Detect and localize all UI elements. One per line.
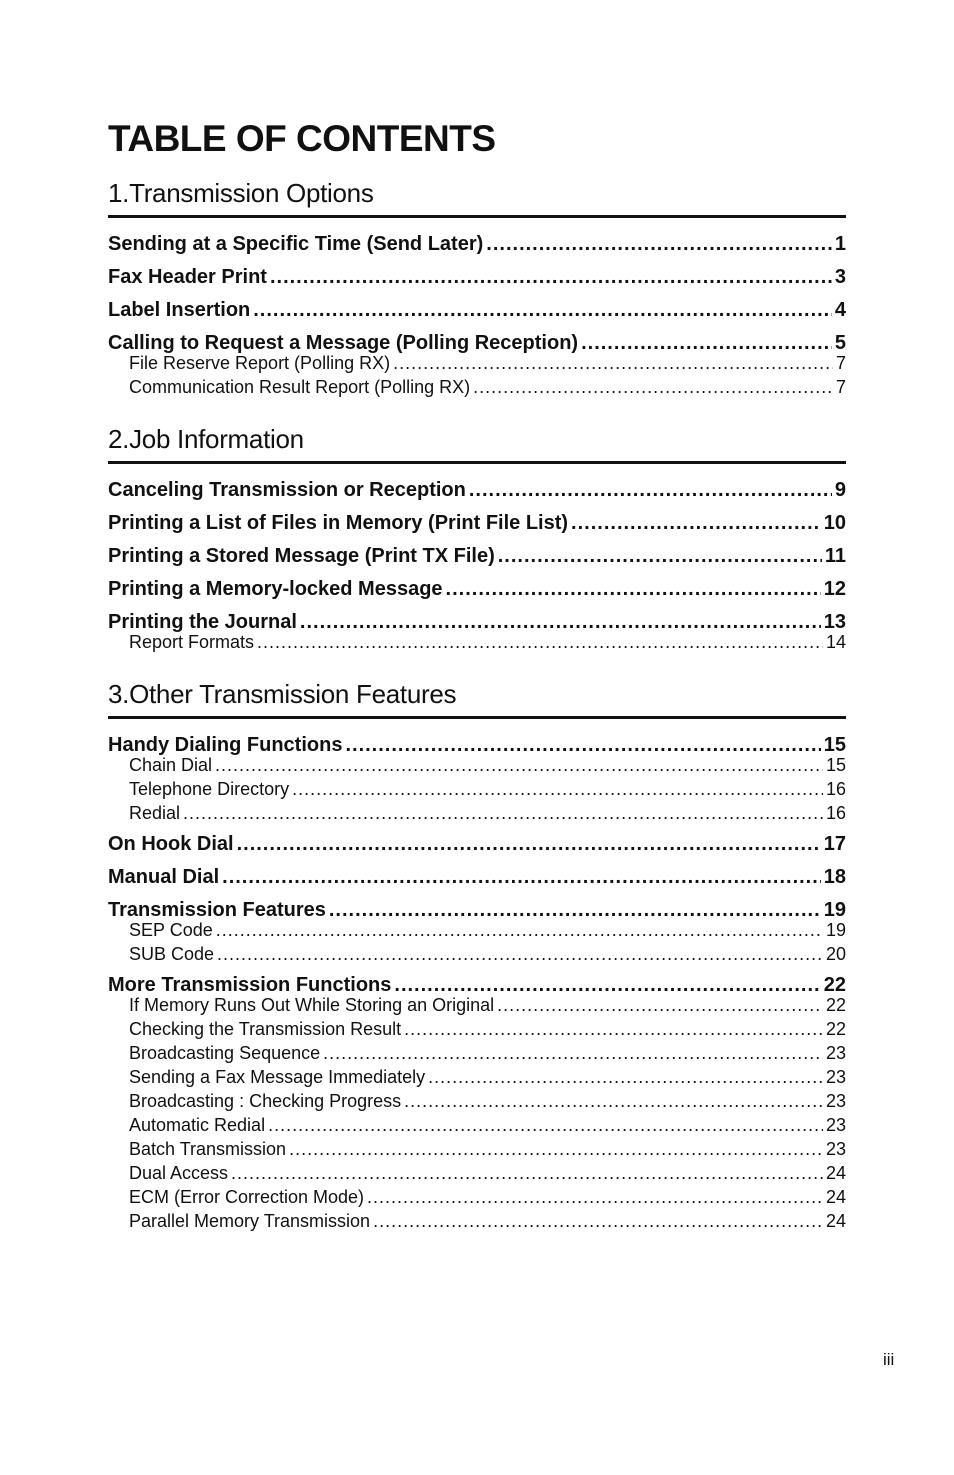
chapter-divider bbox=[108, 716, 846, 719]
chapter-job-information bbox=[108, 422, 846, 654]
entry-label: Broadcasting Sequence bbox=[129, 1043, 321, 1063]
entry-page-number: 24 bbox=[825, 1187, 846, 1207]
dot-leader bbox=[215, 753, 823, 777]
dot-leader bbox=[497, 993, 823, 1017]
dot-leader bbox=[270, 261, 832, 294]
dot-leader bbox=[367, 1185, 823, 1209]
entry-label: On Hook Dial bbox=[108, 833, 234, 855]
entry-label: Redial bbox=[129, 803, 181, 823]
toc-entry[interactable] bbox=[108, 228, 846, 261]
chapter-transmission-options bbox=[108, 176, 846, 399]
toc-entry[interactable] bbox=[108, 540, 846, 573]
entry-label: If Memory Runs Out While Storing an Original bbox=[129, 995, 495, 1015]
entry-label: Fax Header Print bbox=[108, 266, 267, 288]
entry-label: Telephone Directory bbox=[129, 779, 290, 799]
entry-label: SEP Code bbox=[129, 920, 213, 940]
entry-page-number: 13 bbox=[823, 611, 846, 633]
dot-leader bbox=[428, 1065, 823, 1089]
entry-page-number: 11 bbox=[824, 545, 846, 567]
toc-entry[interactable] bbox=[108, 573, 846, 606]
dot-leader bbox=[292, 777, 823, 801]
entry-page-number: 10 bbox=[823, 512, 846, 534]
entry-page-number: 7 bbox=[835, 377, 846, 397]
entry-label: Automatic Redial bbox=[129, 1115, 266, 1135]
dot-leader bbox=[571, 507, 821, 540]
toc-entry-list bbox=[108, 729, 846, 1233]
entry-label: Manual Dial bbox=[108, 866, 220, 888]
dot-leader bbox=[486, 228, 832, 261]
toc-subentry[interactable] bbox=[108, 1065, 846, 1089]
entry-page-number: 15 bbox=[825, 755, 846, 775]
entry-label: Transmission Features bbox=[108, 899, 326, 921]
toc-subentry[interactable] bbox=[108, 1137, 846, 1161]
entry-label: Chain Dial bbox=[129, 755, 213, 775]
entry-page-number: 20 bbox=[825, 944, 846, 964]
toc-subentry[interactable] bbox=[108, 351, 846, 375]
toc-subentry[interactable] bbox=[108, 1041, 846, 1065]
dot-leader bbox=[289, 1137, 823, 1161]
toc-subentry[interactable] bbox=[108, 1089, 846, 1113]
dot-leader bbox=[216, 918, 823, 942]
toc-subentry[interactable] bbox=[108, 1017, 846, 1041]
entry-label: Printing the Journal bbox=[108, 611, 297, 633]
toc-subentry[interactable] bbox=[108, 1113, 846, 1137]
entry-page-number: 4 bbox=[834, 299, 846, 321]
entry-page-number: 17 bbox=[823, 833, 846, 855]
entry-label: Printing a Memory-locked Message bbox=[108, 578, 443, 600]
entry-page-number: 7 bbox=[835, 353, 846, 373]
entry-label: File Reserve Report (Polling RX) bbox=[129, 353, 391, 373]
entry-label: Report Formats bbox=[129, 632, 255, 652]
dot-leader bbox=[222, 861, 821, 894]
dot-leader bbox=[231, 1161, 823, 1185]
toc-subentry[interactable] bbox=[108, 777, 846, 801]
entry-page-number: 3 bbox=[834, 266, 846, 288]
page-number: iii bbox=[883, 1350, 895, 1369]
chapter-heading: 2.Job Information bbox=[108, 424, 304, 454]
entry-label: Printing a List of Files in Memory (Print File List) bbox=[108, 512, 569, 534]
dot-leader bbox=[373, 1209, 823, 1233]
toc-entry[interactable] bbox=[108, 474, 846, 507]
entry-page-number: 22 bbox=[825, 1019, 846, 1039]
dot-leader bbox=[446, 573, 821, 606]
toc-subentry[interactable] bbox=[108, 1185, 846, 1209]
chapter-divider bbox=[108, 461, 846, 464]
entry-page-number: 14 bbox=[825, 632, 846, 652]
entry-page-number: 5 bbox=[834, 332, 846, 354]
entry-label: Sending at a Specific Time (Send Later) bbox=[108, 233, 484, 255]
entry-page-number: 1 bbox=[834, 233, 846, 255]
toc-subentry[interactable] bbox=[108, 1209, 846, 1233]
entry-page-number: 22 bbox=[825, 995, 846, 1015]
entry-label: ECM (Error Correction Mode) bbox=[129, 1187, 365, 1207]
chapter-heading: 3.Other Transmission Features bbox=[108, 679, 457, 709]
chapter-other-transmission-features bbox=[108, 677, 846, 1233]
toc-entry[interactable] bbox=[108, 294, 846, 327]
entry-label: Calling to Request a Message (Polling Reception) bbox=[108, 332, 579, 354]
chapter-heading: 1.Transmission Options bbox=[108, 178, 374, 208]
entry-label: Canceling Transmission or Reception bbox=[108, 479, 466, 501]
entry-page-number: 24 bbox=[825, 1211, 846, 1231]
entry-page-number: 23 bbox=[825, 1043, 846, 1063]
entry-page-number: 23 bbox=[825, 1139, 846, 1159]
entry-label: Communication Result Report (Polling RX) bbox=[129, 377, 471, 397]
entry-page-number: 23 bbox=[825, 1115, 846, 1135]
entry-label: Dual Access bbox=[129, 1163, 229, 1183]
entry-page-number: 9 bbox=[834, 479, 846, 501]
entry-page-number: 19 bbox=[825, 920, 846, 940]
entry-page-number: 15 bbox=[823, 734, 846, 756]
toc-subentry[interactable] bbox=[108, 918, 846, 942]
entry-page-number: 23 bbox=[825, 1091, 846, 1111]
toc-entry-list bbox=[108, 474, 846, 654]
dot-leader bbox=[404, 1089, 823, 1113]
toc-entry[interactable] bbox=[108, 828, 846, 861]
toc-entry[interactable] bbox=[108, 507, 846, 540]
dot-leader bbox=[237, 828, 821, 861]
dot-leader bbox=[257, 630, 823, 654]
toc-subentry[interactable] bbox=[108, 1161, 846, 1185]
entry-label: Parallel Memory Transmission bbox=[129, 1211, 371, 1231]
toc-subentry[interactable] bbox=[108, 375, 846, 399]
entry-page-number: 24 bbox=[825, 1163, 846, 1183]
entry-label: Sending a Fax Message Immediately bbox=[129, 1067, 426, 1087]
entry-label: Checking the Transmission Result bbox=[129, 1019, 402, 1039]
entry-page-number: 19 bbox=[823, 899, 846, 921]
dot-leader bbox=[268, 1113, 823, 1137]
entry-label: Printing a Stored Message (Print TX File) bbox=[108, 545, 495, 567]
dot-leader bbox=[473, 375, 833, 399]
toc-subentry[interactable] bbox=[108, 942, 846, 966]
entry-page-number: 18 bbox=[823, 866, 846, 888]
entry-label: Handy Dialing Functions bbox=[108, 734, 343, 756]
entry-page-number: 22 bbox=[823, 974, 846, 996]
page-title: TABLE OF CONTENTS bbox=[108, 118, 496, 159]
toc-entry-list bbox=[108, 228, 846, 399]
entry-label: Broadcasting : Checking Progress bbox=[129, 1091, 402, 1111]
entry-label: Batch Transmission bbox=[129, 1139, 287, 1159]
entry-page-number: 16 bbox=[825, 803, 846, 823]
toc-entry[interactable] bbox=[108, 861, 846, 894]
dot-leader bbox=[183, 801, 823, 825]
dot-leader bbox=[217, 942, 823, 966]
toc-entry[interactable] bbox=[108, 261, 846, 294]
dot-leader bbox=[253, 294, 832, 327]
toc-subentry[interactable] bbox=[108, 801, 846, 825]
dot-leader bbox=[404, 1017, 823, 1041]
entry-label: Label Insertion bbox=[108, 299, 251, 321]
toc-subentry[interactable] bbox=[108, 993, 846, 1017]
dot-leader bbox=[498, 540, 822, 573]
entry-label: SUB Code bbox=[129, 944, 215, 964]
toc-subentry[interactable] bbox=[108, 753, 846, 777]
toc-subentry[interactable] bbox=[108, 630, 846, 654]
entry-page-number: 16 bbox=[825, 779, 846, 799]
entry-page-number: 12 bbox=[823, 578, 846, 600]
dot-leader bbox=[323, 1041, 823, 1065]
entry-label: More Transmission Functions bbox=[108, 974, 392, 996]
dot-leader bbox=[469, 474, 832, 507]
dot-leader bbox=[393, 351, 833, 375]
chapter-divider bbox=[108, 215, 846, 218]
entry-page-number: 23 bbox=[825, 1067, 846, 1087]
